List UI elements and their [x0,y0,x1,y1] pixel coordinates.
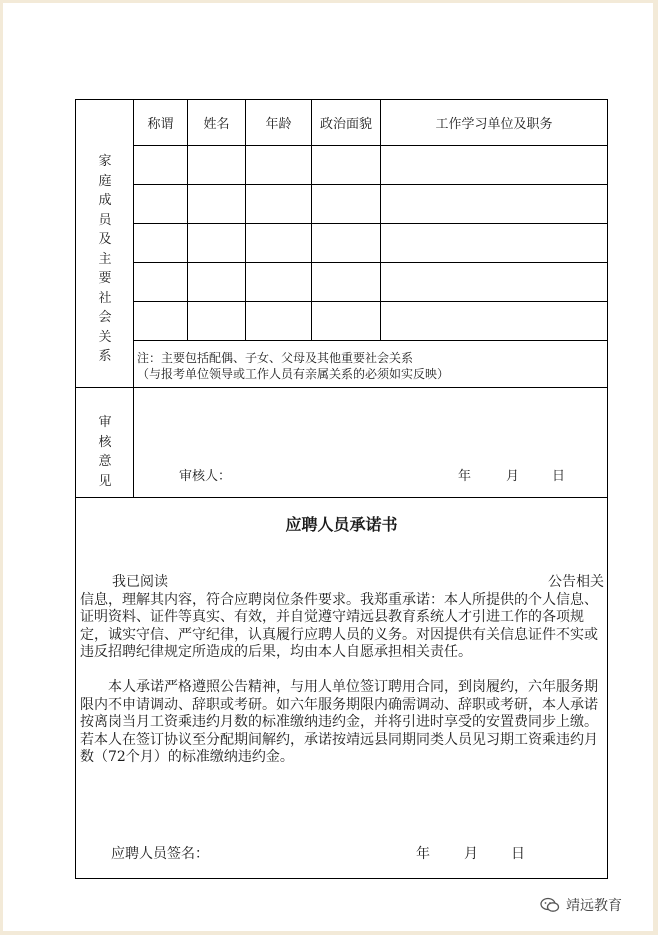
table-row [134,185,607,223]
col-header-workplace: 工作学习单位及职务 [435,117,553,132]
document-page [3,3,653,931]
reviewer-label: 审核人： [179,469,232,484]
review-month: 月 [506,469,520,484]
review-day: 日 [552,469,566,484]
col-header-political-status: 政治面貌 [319,117,372,132]
table-row [134,263,607,301]
pledge-para1-start: 我已阅读 [112,574,168,590]
review-section-label: 审核意见 [98,415,112,489]
watermark-text: 靖远教育 [566,898,622,914]
pledge-para1-right: 公告相关 [548,574,604,590]
table-row [134,302,607,340]
pledge-para1-body: 信息，理解其内容，符合应聘岗位条件要求。我郑重承诺：本人所提供的个人信息、证明资料、证件等真实、有效，并自觉遵守靖远县教育系统人才引进工作的各项规定，诚实守信、严守纪律，认真履行应聘人员的义务。对因提供有关信息证件不实或违反招聘纪律规定所造成的后果，均由本人自愿承担相关责任。 [80,591,598,660]
pledge-paragraph-1 [80,574,604,662]
family-note-line1: 注：主要包括配偶、子女、父母及其他重要社会关系 [137,351,414,365]
signature-month: 月 [464,846,478,862]
signature-year: 年 [416,846,430,862]
pledge-paragraph-2: 本人承诺严格遵照公告精神，与用人单位签订聘用合同，到岗履约，六年服务期限内不申请调动、辞职或考研。如六年服务期限内确需调动、辞职或考研，本人承诺按离岗当月工资乘违约月数的标准缴纳违约金，并将引进时享受的安置费同步上缴。若本人在签订协议至分配期间解约，承诺按靖远县同期同类人员见习期工资乘违约月数（72个月）的标准缴纳违约金。 [80,679,598,765]
signature-day: 日 [511,846,525,862]
col-header-title: 称谓 [147,117,174,132]
grid-line [76,387,607,388]
col-header-name: 姓名 [203,117,230,132]
watermark [540,895,622,915]
col-header-age: 年龄 [265,117,292,132]
pledge-title: 应聘人员承诺书 [285,515,398,534]
wechat-icon [540,897,560,913]
table-row [134,146,607,184]
signature-label: 应聘人员签名： [111,846,209,862]
family-note-line2: （与报考单位领导或工作人员有亲属关系的必须如实反映） [137,367,450,381]
table-row [134,224,607,262]
application-form [75,99,608,879]
grid-line [133,340,607,341]
family-section-label: 家庭成员及主要社会关系 [98,154,112,364]
review-year: 年 [458,469,472,484]
grid-line [76,497,607,498]
